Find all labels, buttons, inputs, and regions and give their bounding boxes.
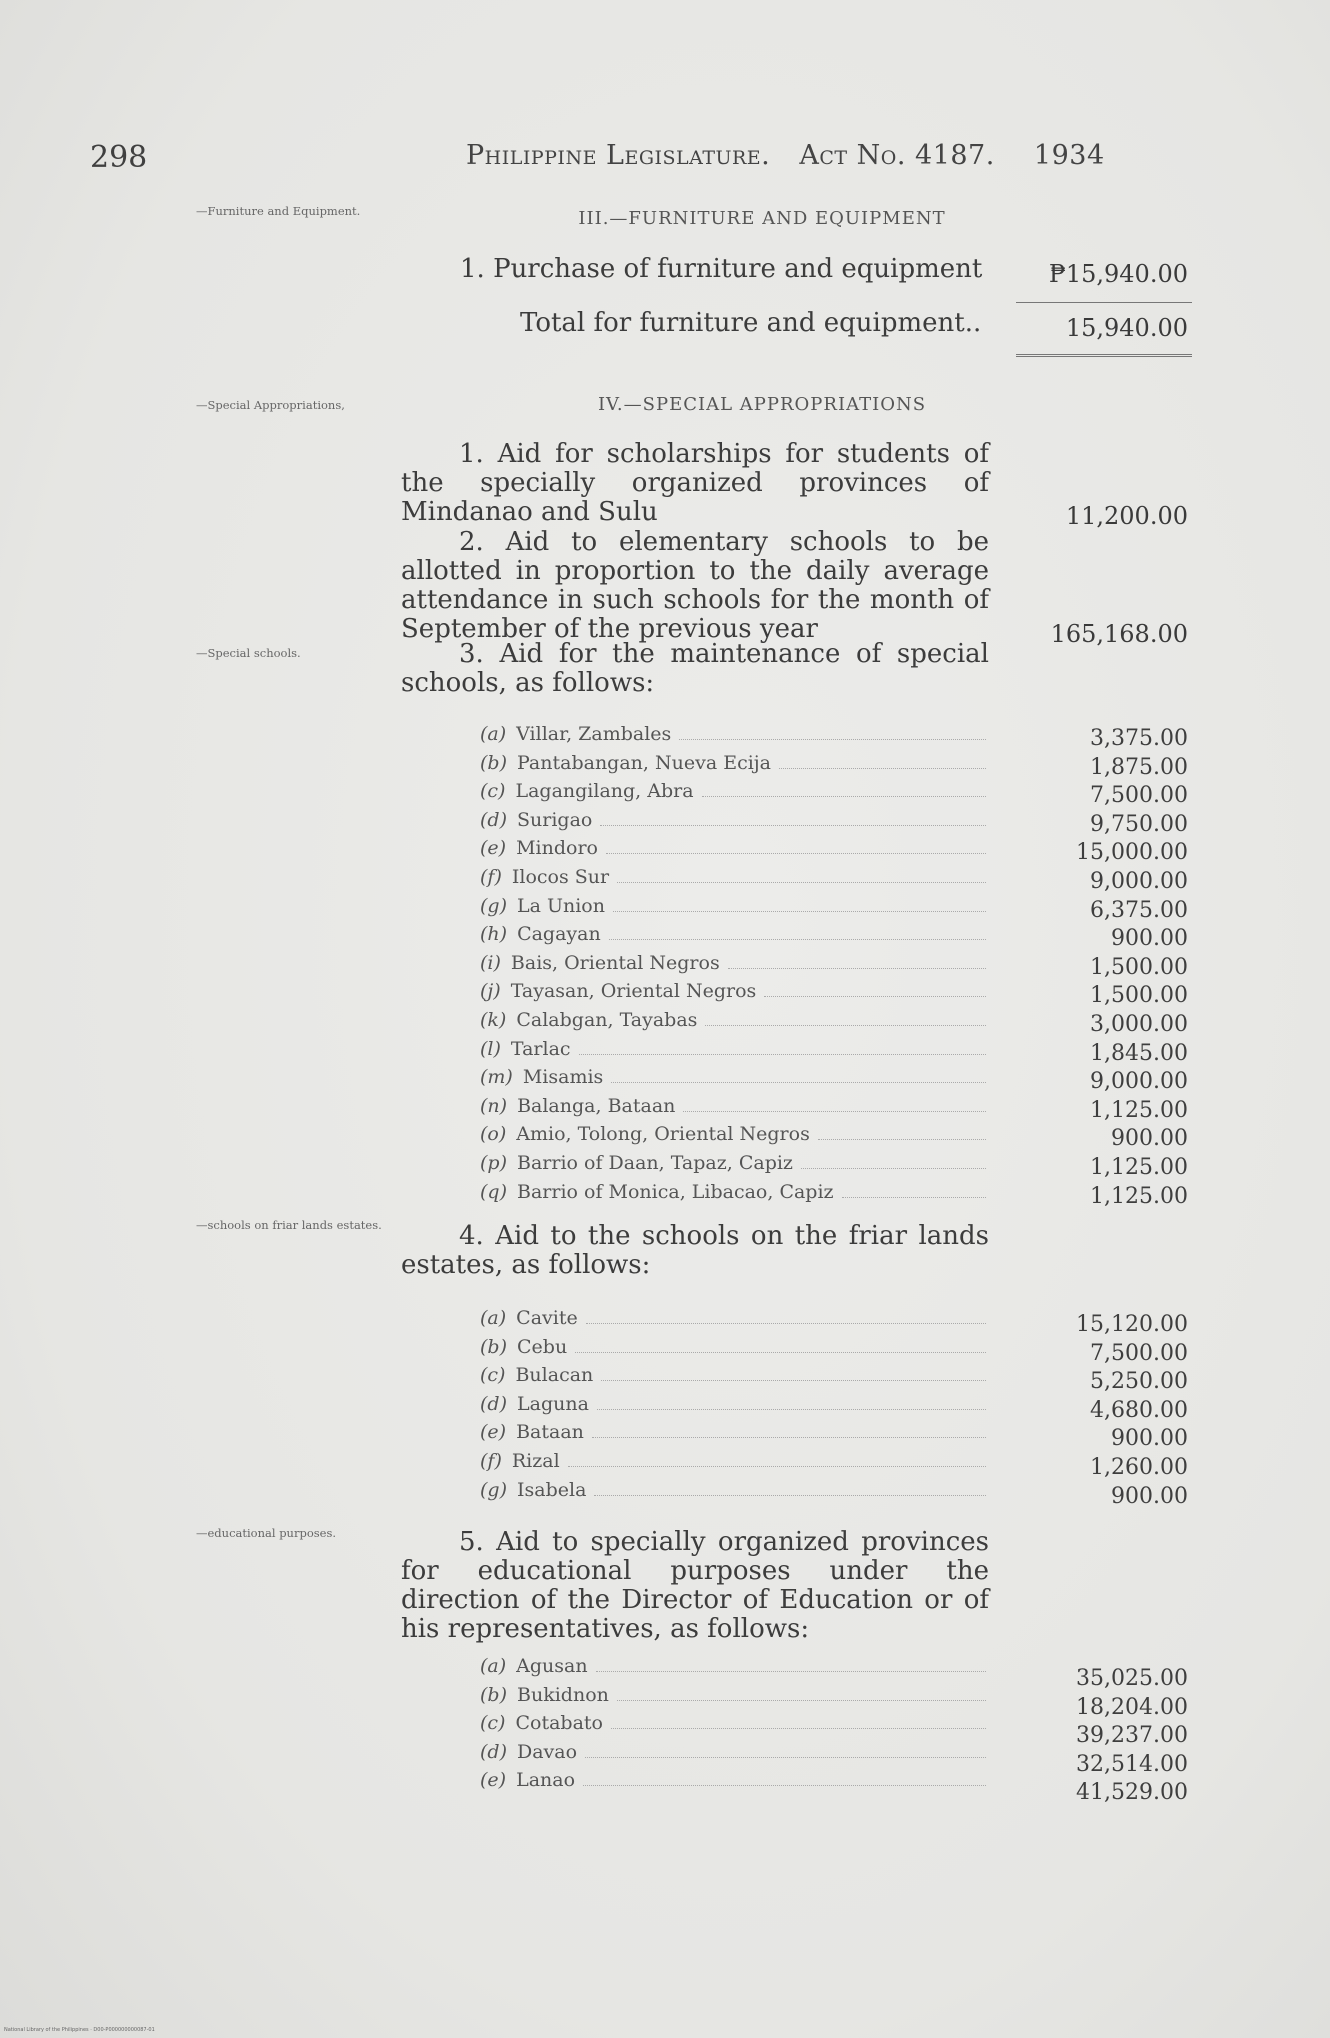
friar-school-row	[480, 1393, 988, 1421]
friar-school-leader-dots	[575, 1352, 986, 1353]
educational-province-row	[480, 1769, 988, 1797]
special-school-row	[480, 752, 988, 780]
special-school-row	[480, 895, 988, 923]
educational-province-place: Bukidnon	[517, 1683, 609, 1706]
special-school-amount: 900.00	[1111, 926, 1188, 952]
special-school-row	[480, 923, 988, 951]
special-school-row	[480, 1152, 988, 1180]
educational-province-row	[480, 1712, 988, 1740]
special-school-leader-dots	[842, 1197, 986, 1198]
educational-province-letter: (d)	[480, 1740, 507, 1763]
special-school-place: Tarlac	[510, 1037, 571, 1060]
special-school-letter: (b)	[480, 751, 507, 774]
special-school-row	[480, 1123, 988, 1151]
special-school-leader-dots	[818, 1139, 986, 1140]
furniture-purchase-label: 1. Purchase of furniture and equipment	[460, 254, 983, 284]
friar-school-letter: (g)	[480, 1478, 507, 1501]
special-school-letter: (p)	[480, 1152, 507, 1174]
furniture-total-label: Total for furniture and equipment..	[520, 308, 982, 338]
scholarship-aid-paragraph	[401, 440, 989, 527]
total-double-rule	[1016, 354, 1192, 357]
section-3-heading: III.—FURNITURE AND EQUIPMENT	[578, 208, 946, 229]
margin-note-friar-lands: —schools on friar lands estates.	[196, 1218, 382, 1232]
special-school-letter: (a)	[480, 723, 507, 745]
special-school-letter: (i)	[480, 951, 501, 974]
educational-aid-paragraph	[401, 1528, 989, 1644]
friar-school-amount: 1,260.00	[1090, 1455, 1188, 1480]
furniture-purchase-amount: ₱15,940.00	[1048, 260, 1188, 288]
friar-school-leader-dots	[601, 1380, 986, 1381]
special-school-place: Villar, Zambales	[516, 723, 672, 745]
friar-lands-text: 4. Aid to the schools on the friar lands estates, as follows:	[401, 1221, 989, 1280]
educational-province-place: Lanao	[516, 1769, 576, 1792]
friar-school-place: Isabela	[517, 1478, 587, 1501]
special-school-leader-dots	[702, 796, 986, 797]
special-school-row	[480, 1038, 988, 1066]
educational-province-leader-dots	[617, 1700, 986, 1701]
friar-school-leader-dots	[592, 1437, 986, 1438]
educational-province-row	[480, 1741, 988, 1769]
special-school-amount: 7,500.00	[1090, 783, 1188, 809]
furniture-total-amount: 15,940.00	[1065, 314, 1188, 342]
friar-school-row	[480, 1307, 988, 1335]
special-school-amount: 900.00	[1111, 1126, 1188, 1152]
special-school-place: Bais, Oriental Negros	[510, 951, 720, 974]
special-school-row	[480, 866, 988, 894]
friar-school-place: Cebu	[517, 1335, 568, 1358]
special-school-amount: 1,500.00	[1090, 954, 1188, 980]
special-school-letter: (f)	[480, 866, 502, 888]
educational-province-row	[480, 1684, 988, 1712]
special-school-leader-dots	[613, 911, 986, 912]
friar-school-row	[480, 1336, 988, 1364]
friar-school-place: Bulacan	[515, 1364, 594, 1387]
special-school-letter: (h)	[480, 923, 508, 946]
furniture-total-line	[520, 308, 990, 338]
friar-school-row	[480, 1364, 988, 1392]
special-school-letter: (g)	[480, 894, 507, 917]
section-4-heading: IV.—SPECIAL APPROPRIATIONS	[597, 394, 927, 415]
special-school-amount: 9,000.00	[1090, 869, 1188, 894]
special-school-amount: 1,500.00	[1090, 983, 1188, 1009]
special-schools-paragraph	[401, 640, 989, 698]
special-school-row	[480, 809, 988, 837]
special-school-leader-dots	[600, 825, 986, 826]
special-school-letter: (n)	[480, 1094, 508, 1117]
educational-province-place: Agusan	[516, 1655, 588, 1677]
library-footer-stamp: National Library of the Philippines · D00-P000000000087-01	[4, 2027, 155, 2033]
educational-province-letter: (a)	[480, 1655, 507, 1677]
special-school-row	[480, 780, 988, 808]
educational-province-leader-dots	[596, 1671, 986, 1672]
special-school-place: Amio, Tolong, Oriental Negros	[516, 1123, 810, 1146]
special-school-letter: (k)	[480, 1009, 507, 1031]
educational-province-leader-dots	[611, 1728, 986, 1729]
special-school-place: Cagayan	[517, 923, 601, 946]
margin-note-furniture: —Furniture and Equipment.	[196, 204, 361, 218]
friar-school-leader-dots	[597, 1409, 986, 1410]
special-school-row	[480, 980, 988, 1008]
special-school-place: Pantabangan, Nueva Ecija	[517, 751, 772, 774]
special-school-letter: (l)	[480, 1037, 501, 1060]
special-school-leader-dots	[705, 1025, 986, 1026]
friar-lands-paragraph	[401, 1222, 989, 1280]
scholarship-aid-amount: 11,200.00	[1065, 502, 1188, 530]
special-school-leader-dots	[617, 882, 986, 883]
special-school-amount: 9,000.00	[1090, 1069, 1188, 1095]
special-school-leader-dots	[609, 939, 986, 940]
special-school-amount: 3,000.00	[1090, 1012, 1188, 1037]
friar-school-place: Rizal	[511, 1450, 560, 1472]
special-school-amount: 1,125.00	[1090, 1183, 1188, 1209]
special-school-leader-dots	[611, 1082, 986, 1083]
special-school-place: Balanga, Bataan	[517, 1094, 676, 1117]
special-school-letter: (q)	[480, 1180, 507, 1203]
running-head-title: Philippine Legislature.	[466, 140, 771, 171]
special-school-leader-dots	[764, 996, 986, 997]
special-school-row	[480, 837, 988, 865]
special-school-leader-dots	[579, 1054, 986, 1055]
friar-school-place: Bataan	[516, 1421, 584, 1444]
special-school-leader-dots	[779, 768, 986, 769]
special-school-amount: 1,845.00	[1090, 1040, 1188, 1066]
margin-note-special-appropriations: —Special Appropriations,	[196, 398, 345, 412]
educational-province-amount: 32,514.00	[1076, 1751, 1188, 1777]
special-school-letter: (m)	[480, 1066, 513, 1089]
friar-school-place: Cavite	[516, 1307, 578, 1329]
running-head-act: Act No. 4187.	[799, 140, 995, 171]
scholarship-aid-text: 1. Aid for scholarships for students of the specially organized provinces of Mindanao and Sulu	[401, 439, 989, 527]
special-school-place: Tayasan, Oriental Negros	[510, 980, 757, 1003]
special-school-place: Surigao	[517, 808, 593, 831]
friar-school-amount: 900.00	[1111, 1483, 1188, 1509]
special-schools-text: 3. Aid for the maintenance of special schools, as follows:	[401, 639, 989, 698]
special-school-leader-dots	[679, 739, 986, 740]
running-head	[466, 140, 1105, 171]
friar-school-row	[480, 1450, 988, 1478]
special-school-place: La Union	[517, 894, 605, 917]
friar-school-leader-dots	[586, 1323, 986, 1324]
subtotal-rule	[1016, 302, 1192, 303]
elementary-aid-text: 2. Aid to elementary schools to be allotted in proportion to the daily average attendance in such schools for the month of September of the previous year	[401, 527, 989, 644]
special-school-row	[480, 1095, 988, 1123]
special-school-letter: (d)	[480, 808, 507, 831]
friar-school-amount: 5,250.00	[1090, 1369, 1188, 1395]
friar-school-amount: 15,120.00	[1076, 1312, 1188, 1337]
furniture-purchase-line	[460, 254, 990, 284]
special-school-row	[480, 1181, 988, 1209]
special-school-place: Mindoro	[516, 837, 598, 860]
special-school-amount: 3,375.00	[1090, 726, 1188, 751]
special-school-leader-dots	[728, 968, 986, 969]
special-school-leader-dots	[683, 1111, 986, 1112]
educational-province-leader-dots	[585, 1757, 986, 1758]
special-school-letter: (o)	[480, 1123, 507, 1146]
educational-province-place: Davao	[517, 1740, 578, 1763]
friar-school-place: Laguna	[517, 1392, 589, 1415]
educational-province-row	[480, 1655, 988, 1683]
special-school-letter: (j)	[480, 980, 501, 1003]
special-school-amount: 1,125.00	[1090, 1155, 1188, 1180]
special-school-row	[480, 1009, 988, 1037]
special-school-row	[480, 723, 988, 751]
educational-province-letter: (e)	[480, 1769, 507, 1792]
special-school-amount: 15,000.00	[1076, 840, 1188, 866]
special-school-place: Calabgan, Tayabas	[516, 1009, 698, 1031]
friar-school-amount: 900.00	[1111, 1426, 1188, 1452]
educational-province-leader-dots	[583, 1785, 986, 1786]
friar-school-letter: (b)	[480, 1335, 507, 1358]
friar-school-letter: (e)	[480, 1421, 507, 1444]
special-school-place: Ilocos Sur	[511, 866, 610, 888]
special-school-amount: 1,875.00	[1090, 754, 1188, 780]
educational-province-amount: 41,529.00	[1076, 1780, 1188, 1806]
educational-province-letter: (b)	[480, 1683, 507, 1706]
friar-school-row	[480, 1479, 988, 1507]
educational-province-place: Cotabato	[515, 1712, 603, 1735]
special-school-amount: 6,375.00	[1090, 897, 1188, 923]
friar-school-leader-dots	[594, 1495, 986, 1496]
friar-school-amount: 7,500.00	[1090, 1340, 1188, 1366]
margin-note-educational: —educational purposes.	[196, 1526, 337, 1540]
special-school-row	[480, 952, 988, 980]
friar-school-amount: 4,680.00	[1090, 1397, 1188, 1423]
special-school-leader-dots	[606, 853, 986, 854]
special-school-place: Lagangilang, Abra	[515, 780, 694, 803]
elementary-aid-paragraph	[401, 528, 989, 644]
special-school-place: Barrio of Monica, Libacao, Capiz	[517, 1180, 834, 1203]
running-head-year: 1934	[1033, 140, 1105, 171]
special-school-letter: (c)	[480, 780, 506, 803]
special-school-letter: (e)	[480, 837, 507, 860]
special-school-place: Misamis	[522, 1066, 604, 1089]
special-school-amount: 9,750.00	[1090, 811, 1188, 837]
margin-note-special-schools: —Special schools.	[196, 646, 301, 660]
elementary-aid-amount: 165,168.00	[1050, 620, 1188, 648]
educational-province-amount: 18,204.00	[1076, 1694, 1188, 1720]
educational-province-amount: 35,025.00	[1076, 1666, 1188, 1691]
friar-school-letter: (a)	[480, 1307, 507, 1329]
special-school-leader-dots	[801, 1168, 986, 1169]
page-number: 298	[90, 140, 148, 175]
friar-school-letter: (f)	[480, 1450, 502, 1472]
educational-aid-text: 5. Aid to specially organized provinces for educational purposes under the direction of the Director of Education or of his representatives, as follows:	[401, 1527, 989, 1644]
special-school-amount: 1,125.00	[1090, 1097, 1188, 1123]
special-school-row	[480, 1066, 988, 1094]
friar-school-letter: (d)	[480, 1392, 507, 1415]
educational-province-amount: 39,237.00	[1076, 1723, 1188, 1749]
friar-school-row	[480, 1421, 988, 1449]
special-school-place: Barrio of Daan, Tapaz, Capiz	[517, 1152, 793, 1174]
friar-school-letter: (c)	[480, 1364, 506, 1387]
educational-province-letter: (c)	[480, 1712, 506, 1735]
friar-school-leader-dots	[568, 1466, 986, 1467]
